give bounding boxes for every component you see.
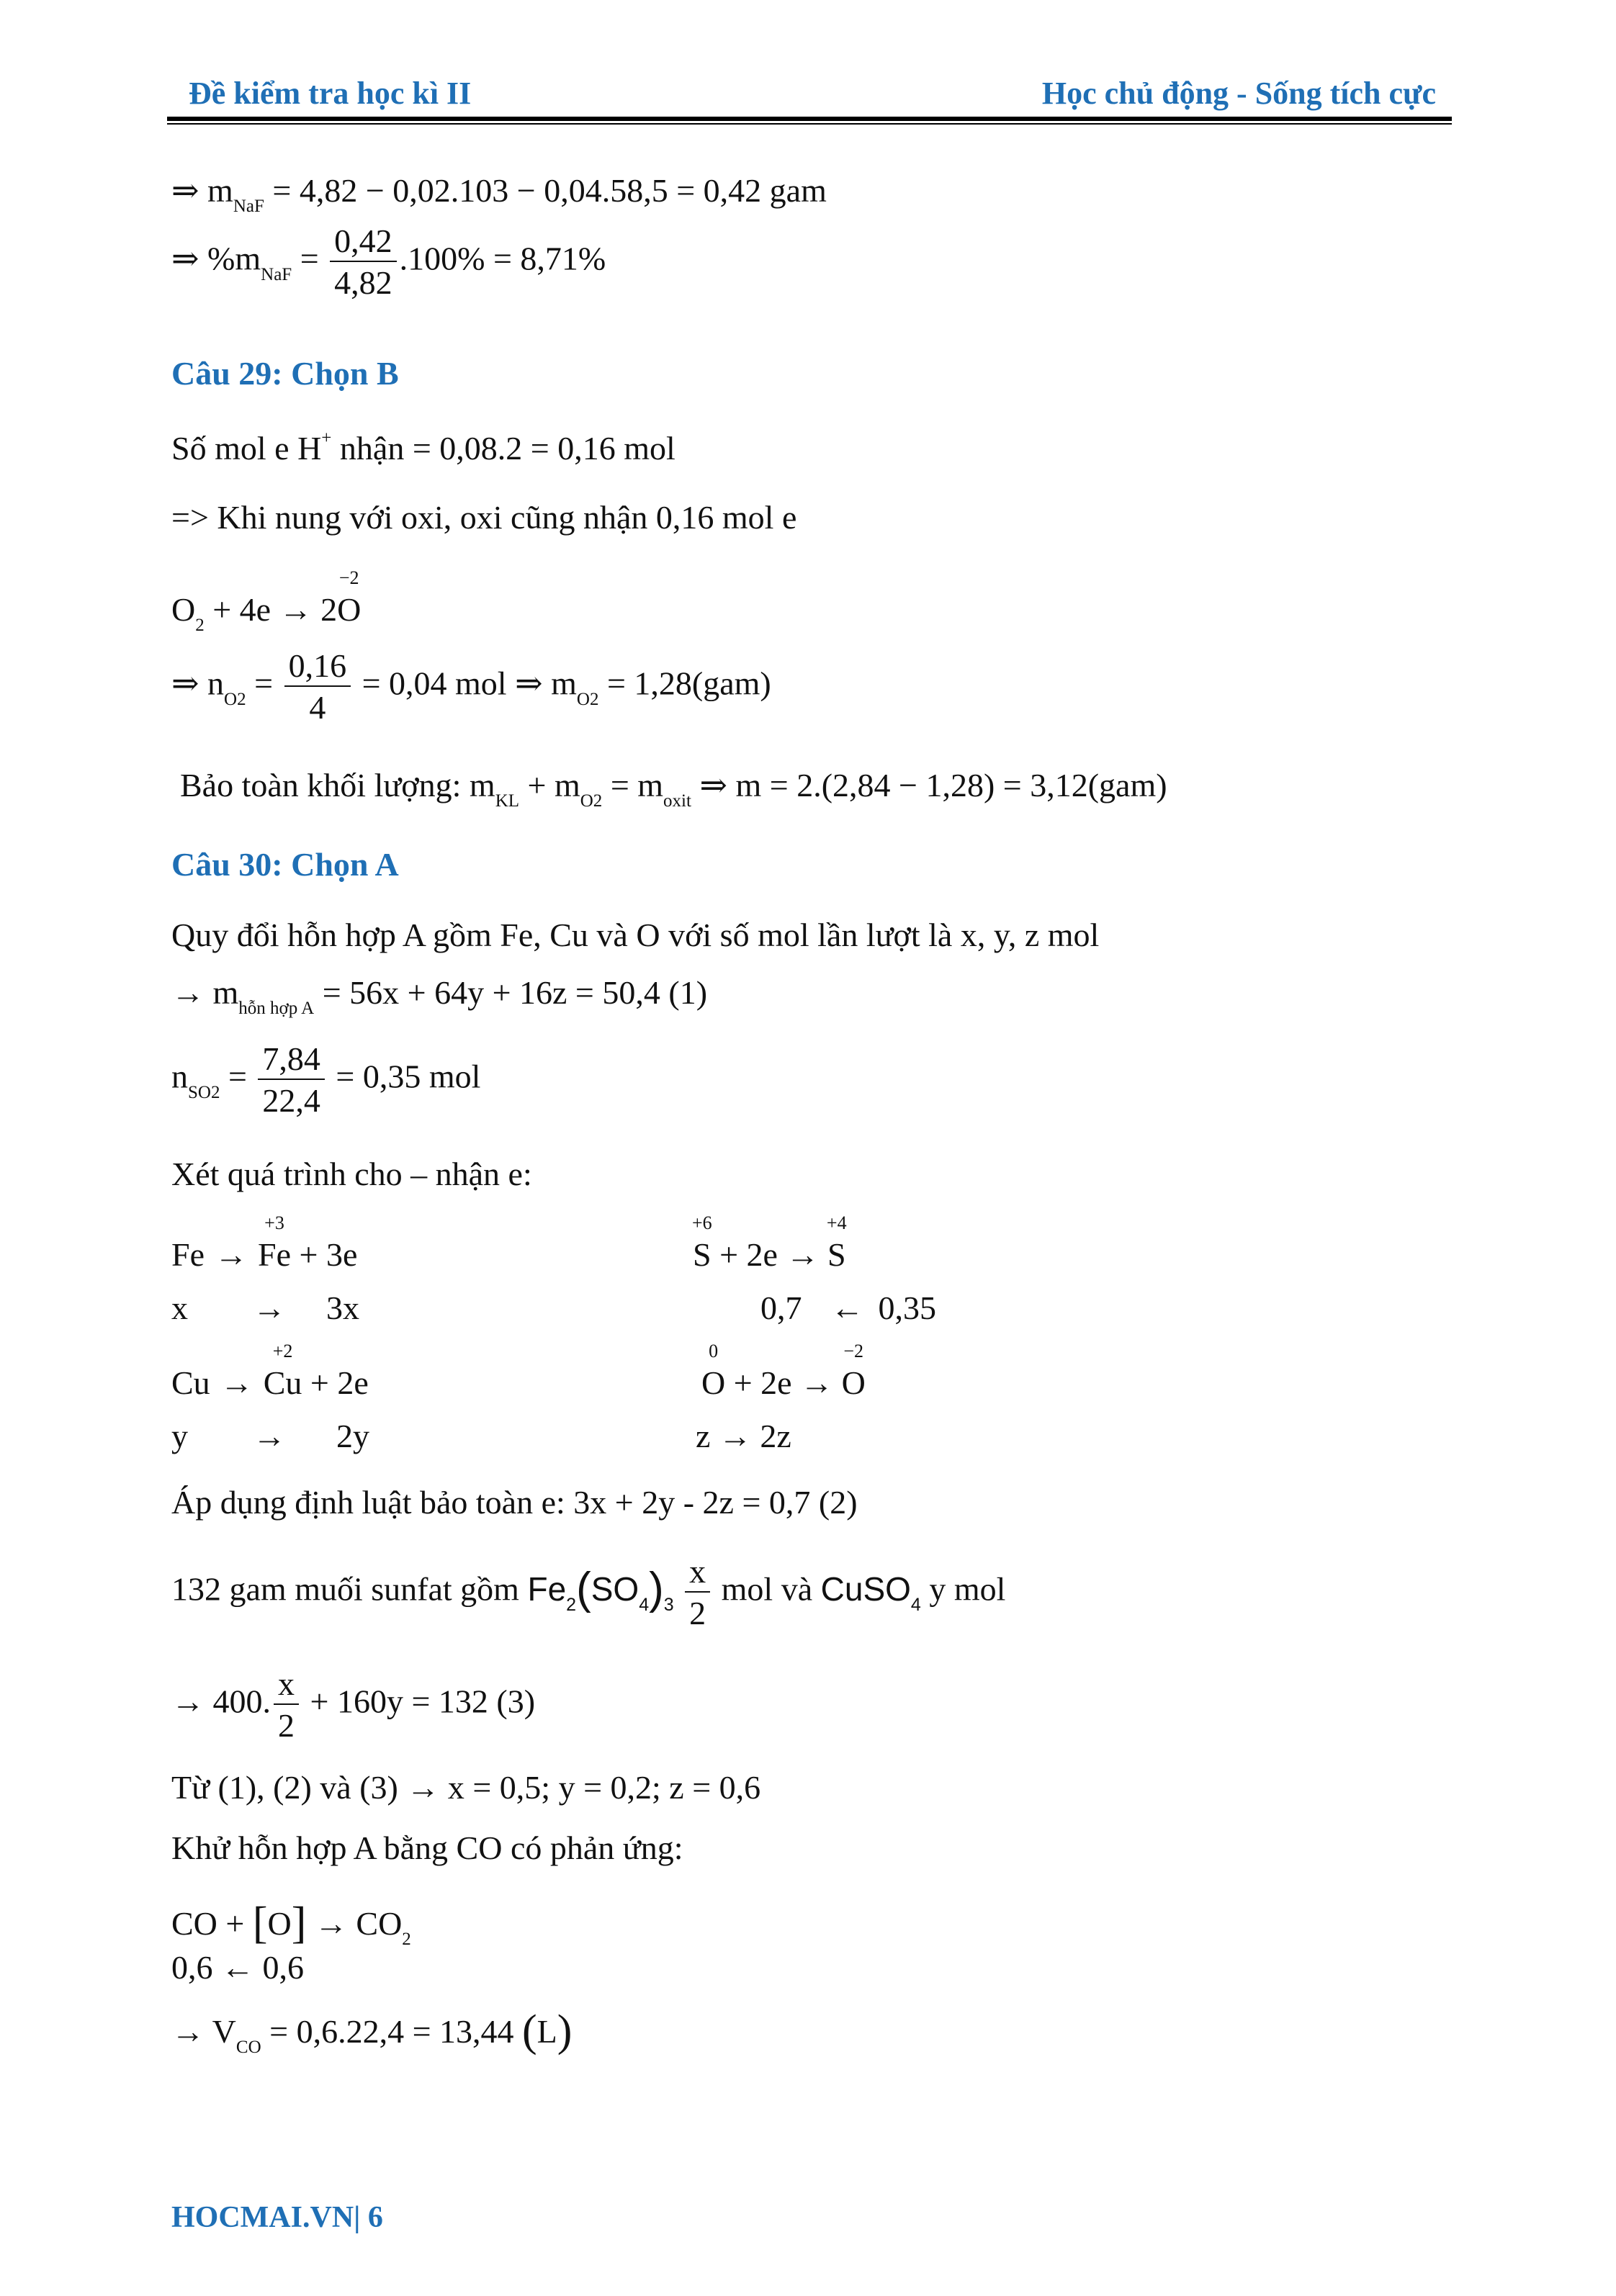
q28-line-percent: ⇒ $\%m_{NaF}$ = $\frac{0,42}{4,82}$ .100% = 8,71% <box>171 222 606 301</box>
cu-half-reaction: Cu → +2 Cu + 2e <box>171 1341 369 1401</box>
q29-mass-balance: Bảo toàn khối lượng: $m_{KL} + m_{O2} = m_{oxit}$ ⇒ m = 2.(2,84 − 1,28) = 3,12(gam) <box>180 767 1167 811</box>
o-half-reaction: 0 O + 2e → −2 O <box>701 1341 866 1401</box>
q29-heading: Câu 29: Chọn B <box>171 355 399 392</box>
q29-line-2: => Khi nung với oxi, oxi cũng nhận 0,16 mol e <box>171 499 797 536</box>
q30-line-1: Quy đổi hỗn hợp A gồm Fe, Cu và O với số mol lần lượt là x, y, z mol <box>171 917 1100 953</box>
q30-line-8: Khử hỗn hợp A bằng CO có phản ứng: <box>171 1829 683 1866</box>
q28-line-mass: ⇒ $m_{NaF} = 4,82 - 0,02.103 - 0,04.58,5 = 0,42$ gam <box>171 172 827 216</box>
q29-line-1: Số mol e H+ nhận = 0,08.2 = 0,16 mol <box>171 428 675 467</box>
q30-line-7: Từ (1), (2) và (3) → x = 0,5; y = 0,2; z = 0,6 <box>171 1769 761 1806</box>
header-divider-thin <box>167 123 1452 125</box>
q30-heading: Câu 30: Chọn A <box>171 846 399 883</box>
q30-eq-nso2: $n_{SO2}$ = $\frac{7,84}{22,4}$ = 0,35 mol <box>171 1040 481 1119</box>
q30-line-5: 132 gam muối sunfat gồm $Fe_2(SO_4)_3$ $\frac{x}{2}$ mol và CuSO$_4$ y mol <box>171 1553 1006 1631</box>
cu-moles: y → 2y <box>171 1418 369 1454</box>
fe-half-reaction: Fe → +3 Fe + 3e <box>171 1212 358 1273</box>
q29-eq-oxygen: $O_2 + 4e \to 2$ −2 O <box>171 567 362 635</box>
q29-eq-moles: ⇒ $n_{O2}$ = $\frac{0,16}{4}$ = 0,04 mol ⇒ $m_{O2} = 1,28(gam)$ <box>171 647 771 726</box>
o-moles: z → 2z <box>696 1418 791 1454</box>
co-moles: 0,6 ← 0,6 <box>171 1949 304 1986</box>
header-slogan: Học chủ động - Sống tích cực <box>1041 76 1436 111</box>
fraction: $\frac{0,42}{4,82}$ <box>330 225 397 300</box>
q30-line-6: → 400. $\frac{x}{2}$ + 160y = 132 (3) <box>171 1665 536 1744</box>
footer-page-number: HOCMAI.VN| 6 <box>171 2201 383 2234</box>
s-half-reaction: +6 S + 2e → +4 S <box>691 1212 847 1273</box>
q30-line-3: Xét quá trình cho – nhận e: <box>171 1156 532 1192</box>
q30-line-2: → $m_{hỗn hợp A} = 56x + 64y + 16z = 50,4$ (1) <box>171 974 708 1018</box>
header-title: Đề kiểm tra học kì II <box>189 76 472 111</box>
q30-line-4: Áp dụng định luật bảo toàn e: 3x + 2y - 2z = 0,7 (2) <box>171 1484 858 1521</box>
co-reaction: CO + $[O] \to CO_2$ <box>171 1899 411 1949</box>
co-volume: → $V_{CO} = 0,6.22,4 = 13,44$ (L) <box>171 2007 573 2057</box>
fe-moles: x → 3x <box>171 1289 359 1326</box>
s-moles: 0,7 ← 0,35 <box>760 1289 936 1326</box>
header-divider <box>167 117 1452 121</box>
